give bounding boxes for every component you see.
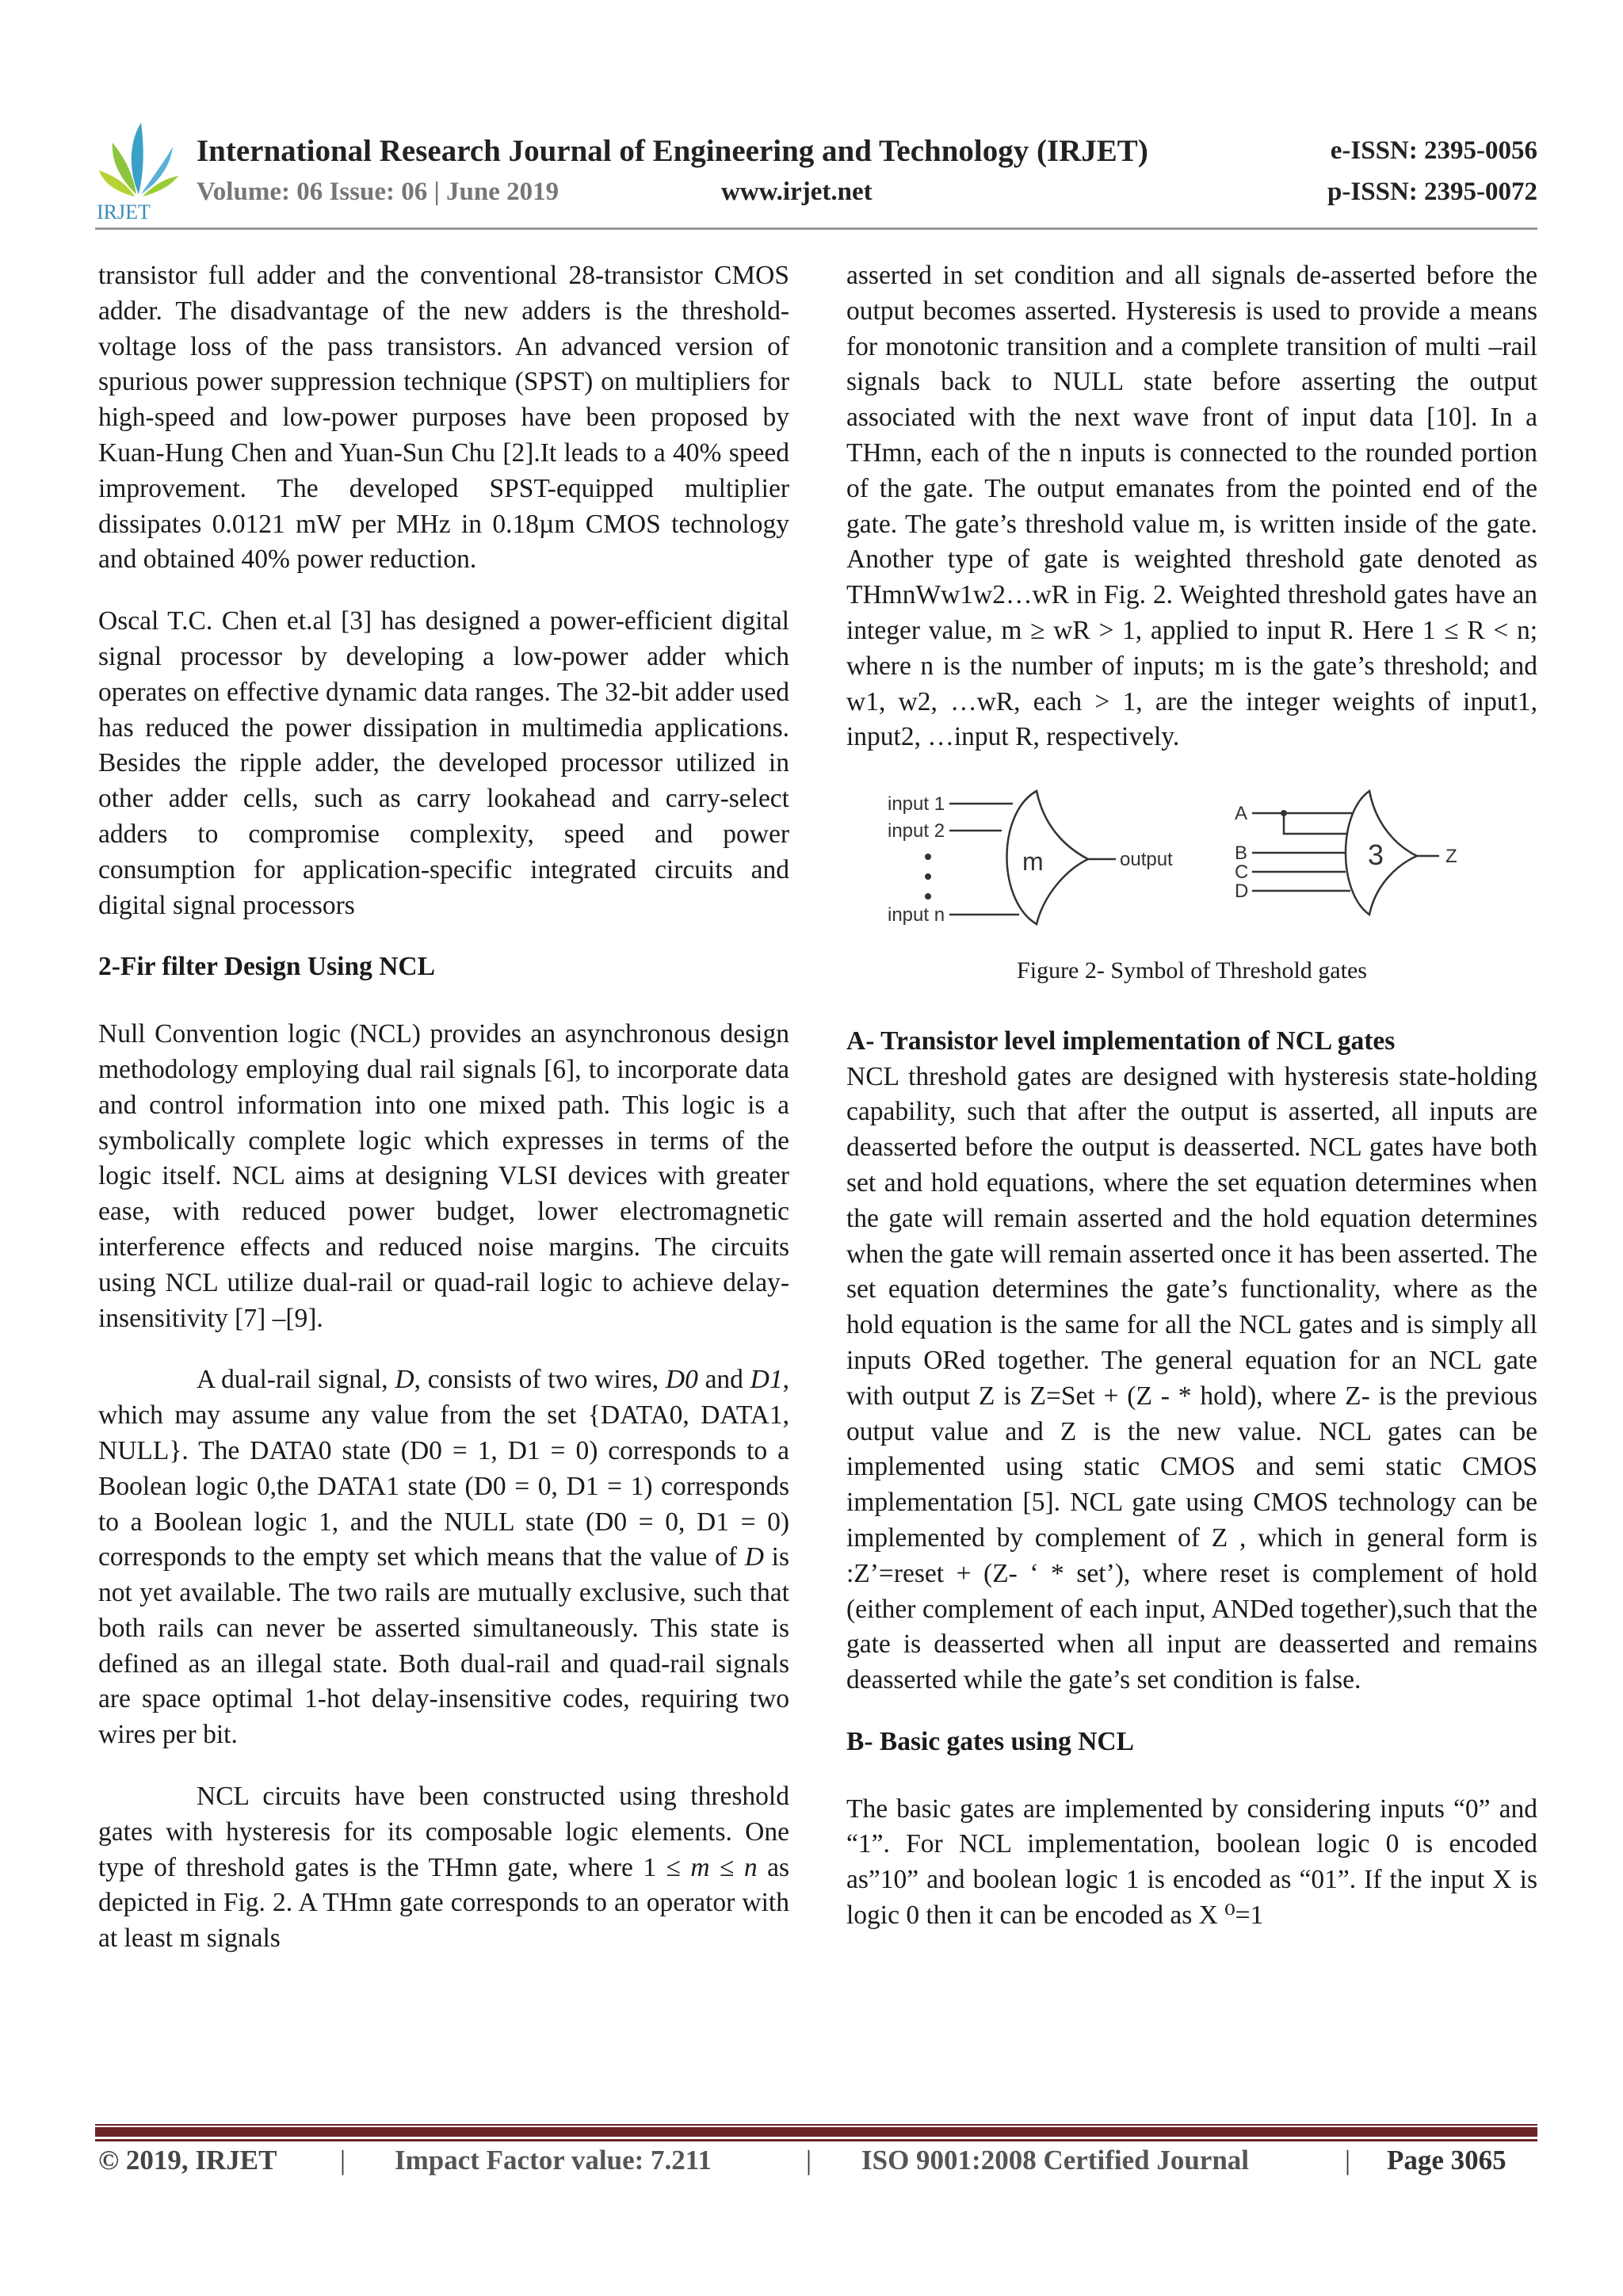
svg-text:input n: input n [888,904,945,926]
journal-title: International Research Journal of Engineering and Technology (IRJET) [197,134,1148,168]
svg-text:m: m [1022,847,1044,877]
svg-text:B: B [1235,842,1248,865]
separator: | [806,2145,812,2176]
svg-text:D: D [1235,881,1249,903]
paragraph: transistor full adder and the conventional 28-transistor CMOS adder. The disadvantage of the new adders is the threshold-voltage loss of the pass transistors. An advanced version of spurious power suppression technique (SPST) on multipliers for high-speed and low-power purposes have been proposed by Kuan-Hung Chen and Yuan-Sun Chu [2].It leads to a 40% speed improvement. The developed SPST-equipped multiplier dissipates 0.0121 mW per MHz in 0.18µm CMOS technology and obtained 40% power reduction. [98,261,789,575]
paragraph: asserted in set condition and all signals de-asserted before the output becomes asserted. Hysteresis is used to provide a means for monotonic transition and a complete transition of multi –rail signals back to NULL state before asserting the output associated with the next wave front of input data [10]. In a THmn, each of the n inputs is connected to the rounded portion of the gate. The output emanates from the pointed end of the gate. The gate’s threshold value m, is written inside of the gate. Another type of gate is weighted threshold gate denoted as THmnWw1w2…wR in Fig. 2. Weighted threshold gates have an integer value, m ≥ wR > 1, applied to input R. Here 1 ≤ R < n; where n is the number of inputs; m is the gate’s threshold; and w1, w2, …wR, each > 1, are the integer weights of input1, input2, …input R, respectively. [846,261,1537,752]
p-issn: p-ISSN: 2395-0072 [1327,178,1537,206]
volume-issue: Volume: 06 Issue: 06 | June 2019 [197,178,559,206]
paragraph: Oscal T.C. Chen et.al [3] has designed a power-efficient digital signal processor by developing a low-power adder which operates on effective dynamic data ranges. The 32-bit adder used has reduced the power dissipation in multimedia applications. Besides the ripple adder, the developed processor utilized in other adder cells, such as carry lookahead and carry-select adders to compromise complexity, speed and power consumption for application-specific integrated circuits and digital signal processors [98,606,789,920]
paragraph: NCL threshold gates are designed with hysteresis state-holding capability, such that after the output is asserted, all inputs are deasserted before the output is deasserted. NCL gates have both set and hold equations, where the set equation determines when the gate will remain asserted and the hold equation determines when the gate will remain asserted once it has been asserted. The set equation determines the gate’s functionality, where as the hold equation is the same for all the NCL gates and is simply all inputs ORed together. The general equation for an NCL gate with output Z is Z=Set + (Z - * hold), where Z- is the previous output value and Z is the new value. NCL gates can be implemented using static CMOS and semi static CMOS implementation [5]. NCL gate using CMOS technology can be implemented by complement of Z , which in general form is :Z’=reset + (Z- ‘ * set’), where reset is complement of hold (either complement of each input, ANDed together),such that the gate is deasserted when all input are deasserted and remains deasserted while the gate’s set condition is false. [846,1061,1537,1695]
svg-text:output: output [1120,849,1173,871]
copyright: © 2019, IRJET [98,2145,277,2176]
left-column [98,258,789,1983]
paragraph: A dual-rail signal, D, consists of two wires, D0 and D1, which may assume any value from the set {DATA0, DATA1, NULL}. The DATA0 state (D0 = 1, D1 = 0) corresponds to a Boolean logic 0,the DATA1 state (D0 = 0, D1 = 1) corresponds to a Boolean logic 1, and the NULL state (D0 = 0, D1 = 0) corresponds to the empty set which means that the value of D is not yet available. The two rails are mutually exclusive, such that both rails can never be asserted simultaneously. This state is defined as an illegal state. Both dual-rail and quad-rail signals are space optimal 1-hot delay-insensitive codes, requiring two wires per bit. [98,1365,789,1750]
page-header [95,119,1537,230]
section-heading: B- Basic gates using NCL [846,1726,1134,1756]
irjet-logo [95,119,182,222]
svg-text:input 2: input 2 [888,820,945,842]
svg-text:3: 3 [1368,839,1384,872]
figure-caption: Figure 2- Symbol of Threshold gates [1017,957,1367,984]
thmn-gate [888,791,1173,926]
separator: | [1345,2145,1351,2176]
paragraph: The basic gates are implemented by considering inputs “0” and “1”. For NCL implementation, boolean logic 0 is encoded as”10” and boolean logic 1 is encoded as “01”. If the input X is logic 0 then it can be encoded as X ⁰=1 [846,1794,1537,1931]
section-heading: A- Transistor level implementation of NCL gates [846,1026,1396,1056]
header-rule [95,227,1537,230]
e-issn: e-ISSN: 2395-0056 [1330,136,1537,165]
paragraph: NCL circuits have been constructed using threshold gates with hysteresis for its composable logic elements. One type of threshold gates is the THmn gate, where 1 ≤ m ≤ n as depicted in Fig. 2. A THmn gate corresponds to an operator with at least m signals [98,1782,789,1954]
paragraph: Null Convention logic (NCL) provides an asynchronous design methodology employing dual rail signals [6], to incorporate data and control information into one mixed path. This logic is a symbolically complete logic which expresses in terms of the logic itself. NCL aims at designing VLSI devices with greater ease, with reduced power budget, lower electromagnetic interference effects and reduced noise margins. The circuits using NCL utilize dual-rail or quad-rail logic to achieve delay-insensitivity [7] –[9]. [98,1019,789,1333]
svg-text:A: A [1235,803,1248,825]
svg-text:C: C [1235,861,1249,884]
threshold-gates-figure [846,781,1537,940]
weighted-threshold-gate [1235,791,1457,915]
svg-text:Z: Z [1445,846,1457,868]
svg-text:input 1: input 1 [888,793,945,816]
footer-rule [95,2124,1537,2141]
svg-text:IRJET: IRJET [97,201,151,222]
section-heading: 2-Fir filter Design Using NCL [98,952,435,982]
iso-certification: ISO 9001:2008 Certified Journal [861,2145,1250,2176]
impact-factor: Impact Factor value: 7.211 [395,2145,712,2176]
website-link[interactable]: www.irjet.net [721,178,873,206]
page-number: Page 3065 [1387,2145,1507,2176]
separator: | [340,2145,346,2176]
right-column [846,258,1537,1960]
